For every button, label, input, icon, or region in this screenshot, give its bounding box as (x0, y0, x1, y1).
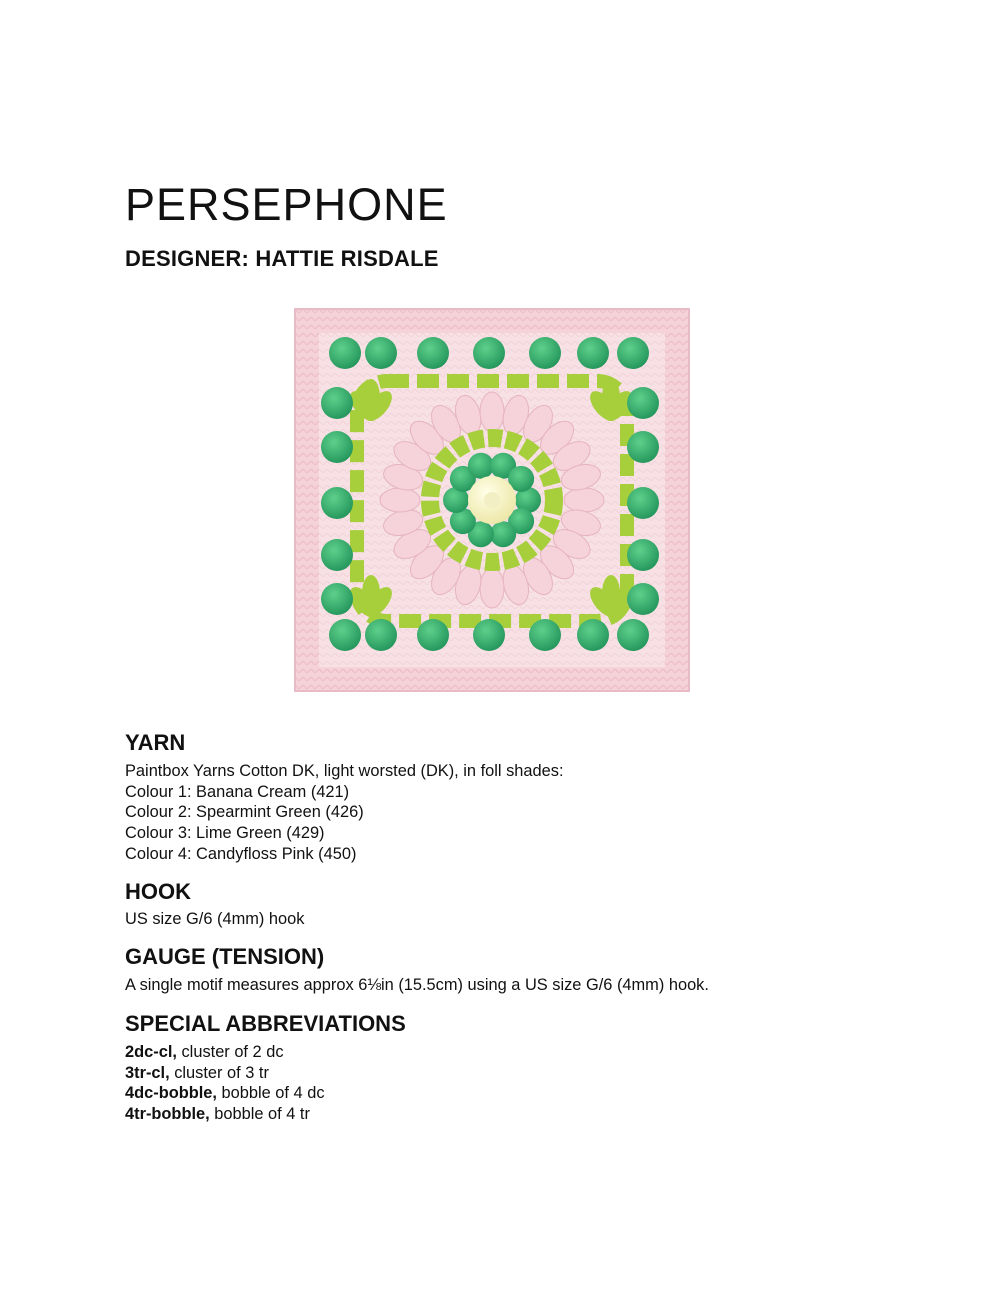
green-bobble (529, 619, 561, 651)
green-bobble (473, 619, 505, 651)
yarn-heading: YARN (125, 730, 186, 755)
gauge-section (125, 943, 885, 996)
abbreviation-definition: bobble of 4 dc (216, 1084, 325, 1103)
green-bobble (329, 337, 361, 369)
green-bobble (617, 619, 649, 651)
yarn-line: Colour 3: Lime Green (429) (125, 824, 325, 843)
abbreviation-term: 4tr-bobble, (125, 1105, 210, 1124)
yarn-line: Paintbox Yarns Cotton DK, light worsted (DK), in foll shades: (125, 762, 564, 780)
abbreviation-term: 3tr-cl, (125, 1063, 170, 1082)
green-bobble (417, 337, 449, 369)
green-bobble (321, 539, 353, 571)
inner-bobble (468, 453, 494, 479)
green-bobble (617, 337, 649, 369)
abbreviation-definition: bobble of 4 tr (209, 1105, 310, 1124)
green-bobble (627, 583, 659, 615)
green-bobble (417, 619, 449, 651)
abbreviation-term: 4dc-bobble, (125, 1084, 217, 1103)
pink-petal (480, 568, 504, 608)
abbreviations-section (125, 1010, 885, 1125)
abbreviation-item (125, 1042, 885, 1063)
abbreviation-item (125, 1104, 885, 1125)
abbreviation-item (125, 1083, 885, 1104)
green-bobble (627, 539, 659, 571)
green-bobble (329, 619, 361, 651)
abbreviation-term: 2dc-cl, (125, 1043, 177, 1061)
green-bobble (577, 619, 609, 651)
green-bobble (321, 487, 353, 519)
green-bobble (365, 337, 397, 369)
yarn-line: Colour 2: Spearmint Green (426) (125, 803, 364, 822)
green-bobble (577, 337, 609, 369)
yarn-section (125, 729, 885, 865)
abbreviation-definition: cluster of 3 tr (169, 1063, 269, 1082)
gauge-line: A single motif measures approx 6⅛in (15.5cm) using a US size G/6 (4mm) hook. (125, 976, 709, 994)
green-bobble (627, 431, 659, 463)
pink-petal (380, 488, 420, 512)
abbreviation-definition: cluster of 2 dc (176, 1043, 284, 1061)
green-bobble (529, 337, 561, 369)
green-bobble (365, 619, 397, 651)
pink-petal (480, 392, 504, 432)
green-bobble (627, 487, 659, 519)
green-bobble (627, 387, 659, 419)
yarn-line: Colour 1: Banana Cream (421) (125, 782, 350, 801)
gauge-heading: GAUGE (TENSION) (125, 944, 325, 969)
centre-dot (484, 492, 500, 508)
abbreviation-item (125, 1063, 885, 1084)
green-bobble (321, 387, 353, 419)
green-bobble (473, 337, 505, 369)
green-bobble (321, 431, 353, 463)
crochet-motif-photo (293, 307, 691, 693)
green-bobble (321, 583, 353, 615)
hook-heading: HOOK (125, 879, 191, 904)
inner-bobble (490, 521, 516, 547)
pink-petal (564, 488, 604, 512)
yarn-line: Colour 4: Candyfloss Pink (450) (125, 844, 357, 863)
hook-section (125, 878, 885, 930)
designer-credit: DESIGNER: HATTIE RISDALE (125, 246, 439, 271)
abbreviations-heading: SPECIAL ABBREVIATIONS (125, 1011, 406, 1036)
pattern-title: PERSEPHONE (125, 179, 448, 230)
hook-line: US size G/6 (4mm) hook (125, 910, 305, 928)
